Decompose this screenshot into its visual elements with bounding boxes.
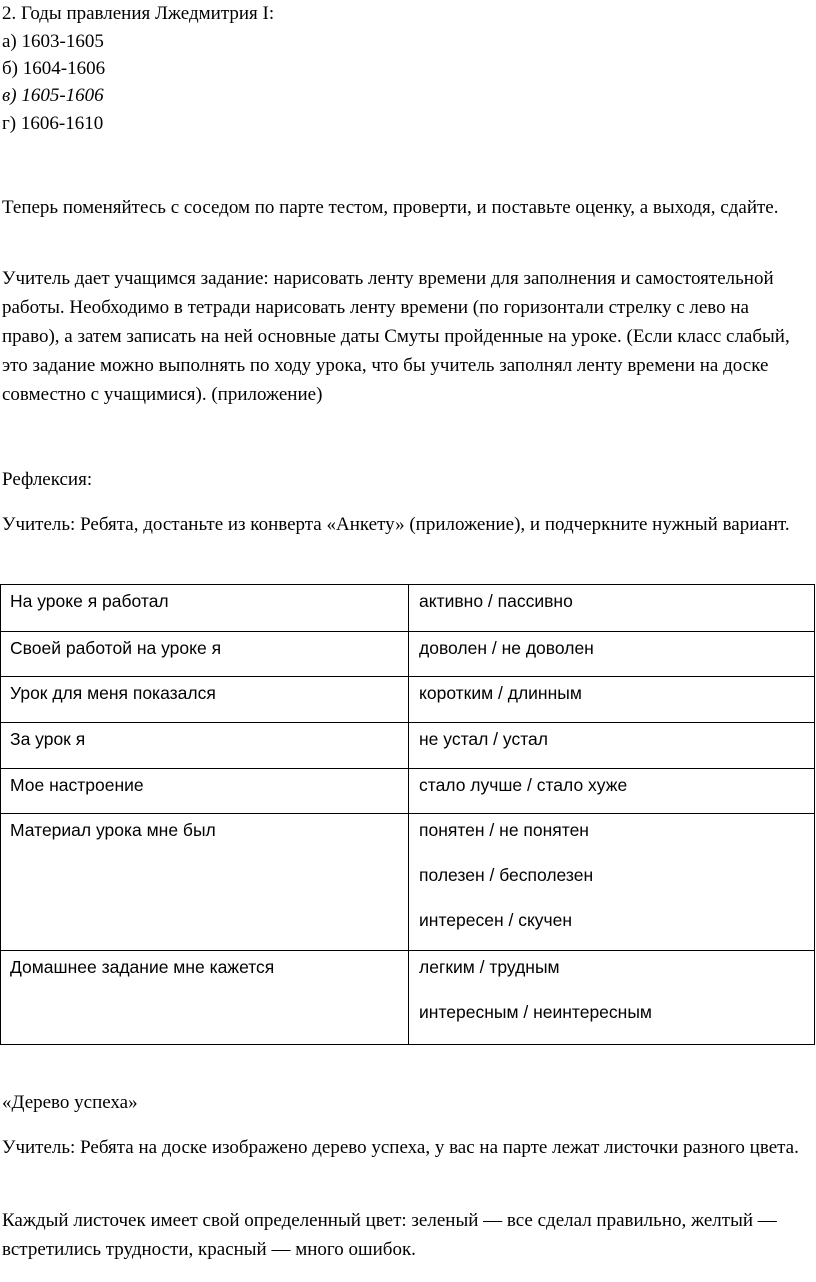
survey-question: Материал урока мне был [10, 820, 216, 840]
question-title: 2. Годы правления Лжедмитрия I: [2, 3, 275, 24]
answer-option-d: г) 1606-1610 [2, 113, 104, 134]
survey-answer-cell [409, 585, 815, 632]
survey-question-cell [1, 632, 409, 677]
survey-answer-option: не устал / устал [419, 729, 548, 749]
survey-row [1, 585, 815, 632]
survey-row [1, 677, 815, 723]
reflection-heading: Рефлексия: [2, 469, 93, 490]
tree-of-success-heading: «Дерево успеха» [2, 1092, 138, 1113]
paragraph-swap-test: Теперь поменяйтесь с соседом по парте тестом, проверти, и поставьте оценку, а выходя, сдайте. [2, 197, 779, 218]
survey-question-cell [1, 814, 409, 951]
answer-option-b: б) 1604-1606 [2, 58, 106, 79]
survey-question-cell [1, 585, 409, 632]
survey-answer-option: понятен / не понятен [419, 820, 589, 840]
survey-answer-cell [409, 723, 815, 769]
survey-question-cell [1, 677, 409, 723]
survey-question-cell [1, 769, 409, 814]
survey-question: Домашнее задание мне кажется [10, 957, 275, 977]
survey-answer-cell [409, 769, 815, 814]
survey-answer-option: интересен / скучен [419, 910, 573, 930]
paragraph-leaf-colors: Каждый листочек имеет свой определенный цвет: зеленый — все сделал правильно, желтый — встретились трудности, красный — много ошибок. [2, 1210, 777, 1260]
survey-question: Своей работой на уроке я [10, 638, 222, 658]
survey-question-cell [1, 951, 409, 1045]
survey-question: За урок я [10, 729, 86, 749]
survey-row [1, 951, 815, 1045]
survey-answer-option: интересным / неинтересным [419, 1002, 652, 1022]
survey-answer-cell [409, 677, 815, 723]
survey-row [1, 632, 815, 677]
survey-answer-option: активно / пассивно [419, 591, 573, 611]
survey-question: На уроке я работал [10, 591, 169, 611]
survey-question: Урок для меня показался [10, 683, 216, 703]
survey-answer-option: стало лучше / стало хуже [419, 775, 628, 795]
answer-option-a: а) 1603-1605 [2, 31, 104, 52]
survey-row [1, 769, 815, 814]
survey-answer-cell [409, 951, 815, 1045]
survey-answer-option: легким / трудным [419, 957, 560, 977]
paragraph-tree-intro: Учитель: Ребята на доске изображено дерево успеха, у вас на парте лежат листочки разного цвета. [2, 1137, 799, 1158]
survey-answer-cell [409, 632, 815, 677]
survey-row [1, 814, 815, 951]
survey-answer-option: полезен / бесполезен [419, 865, 594, 885]
answer-option-c-correct: в) 1605-1606 [2, 85, 104, 106]
survey-answer-option: доволен / не доволен [419, 638, 594, 658]
survey-table [0, 584, 815, 1045]
paragraph-timeline-task: Учитель дает учащимся задание: нарисовать ленту времени для заполнения и самостоятельной работы. Необходимо в тетради нарисовать ленту времени (по горизонтали стрелку с лево на право), а затем записать на ней основные даты Смуты пройденные на уроке. (Если класс слабый, это задание можно выполнять по ходу урока, что бы учитель заполнял ленту времени на доске совместно с учащимися). (приложение) [2, 268, 790, 405]
survey-answer-option: коротким / длинным [419, 683, 582, 703]
survey-question: Мое настроение [10, 775, 144, 795]
survey-answer-cell [409, 814, 815, 951]
survey-question-cell [1, 723, 409, 769]
paragraph-survey-intro: Учитель: Ребята, достаньте из конверта «Анкету» (приложение), и подчеркните нужный вариант. [2, 514, 790, 535]
survey-row [1, 723, 815, 769]
